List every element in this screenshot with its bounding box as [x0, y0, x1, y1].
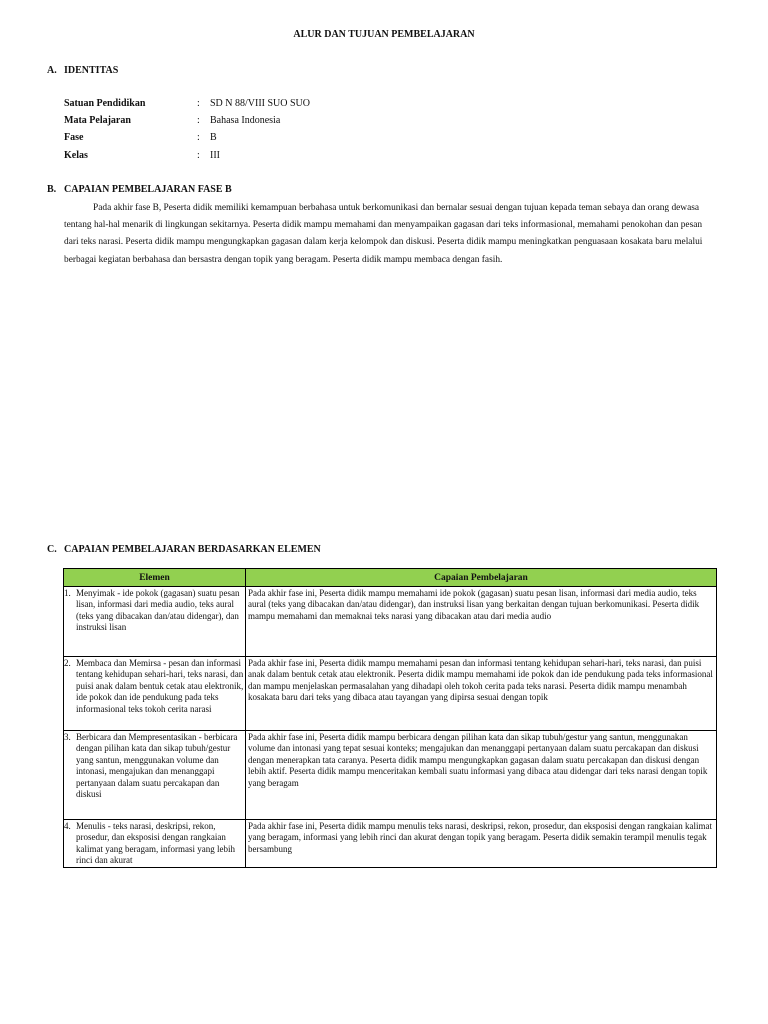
- section-c-title: CAPAIAN PEMBELAJARAN BERDASARKAN ELEMEN: [64, 544, 321, 555]
- section-c-heading: [47, 544, 321, 555]
- capaian-cell: Pada akhir fase ini, Peserta didik mampu menulis teks narasi, deskripsi, rekon, prosedur, dan eksposisi dengan rangkaian kalimat yang beragam, informasi yang lebih rinci dan akurat dengan topik yang beragam. Peserta didik semakin terampil menulis tegak bersambung: [246, 820, 717, 868]
- identity-colon: :: [197, 115, 200, 126]
- capaian-cell: Pada akhir fase ini, Peserta didik mampu memahami pesan dan informasi tentang kehidupan sehari-hari, teks narasi, dan puisi anak dalam bentuk cetak atau elektronik. Peserta didik mampu memahami ide pokok dan ide pendukung pada teks informasional dan mampu menjelaskan permasalahan yang dihadapi oleh tokoh cerita pada teks narasi. Peserta didik mampu menambah kosakata baru dari teks yang dibaca atau tayangan yang dipirsa sesuai dengan topik: [246, 657, 717, 731]
- identity-colon: :: [197, 150, 200, 161]
- identity-value: Bahasa Indonesia: [210, 115, 281, 126]
- row-number: 3.: [64, 732, 71, 742]
- table-row: [64, 820, 717, 868]
- capaian-elemen-table: [63, 568, 717, 868]
- identity-colon: :: [197, 98, 200, 109]
- elemen-cell: [64, 820, 246, 868]
- row-number: 1.: [64, 588, 71, 598]
- elemen-text: Menulis - teks narasi, deskripsi, rekon, prosedur, dan eksposisi dengan rangkaian kalimat yang beragam, informasi yang lebih rinci dan akurat: [76, 821, 235, 866]
- column-header-elemen: Elemen: [64, 569, 246, 587]
- elemen-cell: [64, 657, 246, 731]
- table-row: [64, 587, 717, 657]
- identity-label: Fase: [64, 132, 84, 143]
- capaian-cell: Pada akhir fase ini, Peserta didik mampu berbicara dengan pilihan kata dan sikap tubuh/gestur yang santun, menggunakan volume dan intonasi yang tepat sesuai konteks; mengajukan dan menanggapi pertanyaan dalam suatu percakapan dan diskusi dengan menerapkan tata caranya. Peserta didik mampu mengungkapkan gagasan dalam suatu percakapan dan diskusi dengan lebih aktif. Peserta didik mampu menceritakan kembali suatu informasi yang dibaca atau didengar dari teks narasi dengan topik yang beragam: [246, 731, 717, 820]
- section-c-letter: C.: [47, 544, 57, 555]
- section-a-heading: [47, 65, 118, 76]
- elemen-cell: [64, 587, 246, 657]
- identity-value: SD N 88/VIII SUO SUO: [210, 98, 311, 109]
- document-title: ALUR DAN TUJUAN PEMBELAJARAN: [293, 29, 475, 40]
- column-header-capaian: Capaian Pembelajaran: [246, 569, 717, 587]
- row-number: 2.: [64, 658, 71, 668]
- row-number: 4.: [64, 821, 71, 831]
- table-row: [64, 657, 717, 731]
- elemen-text: Berbicara dan Mempresentasikan - berbicara dengan pilihan kata dan sikap tubuh/gestur yang santun, menggunakan volume dan intonasi, mengajukan dan menanggapi pertanyaan dalam suatu percakapan dan diskusi: [76, 732, 238, 800]
- section-b-heading: [47, 184, 232, 195]
- identity-label: Kelas: [64, 150, 88, 161]
- table-row: [64, 731, 717, 820]
- identity-label: Mata Pelajaran: [64, 115, 131, 126]
- elemen-text: Menyimak - ide pokok (gagasan) suatu pesan lisan, informasi dari media audio, teks aural (teks yang dibacakan dan/atau didengar), dan instruksi lisan: [76, 588, 240, 633]
- identity-value: B: [210, 132, 217, 143]
- identity-label: Satuan Pendidikan: [64, 98, 146, 109]
- section-b-title: CAPAIAN PEMBELAJARAN FASE B: [64, 184, 232, 195]
- table-header-row: [64, 569, 717, 587]
- identity-value: III: [210, 150, 220, 161]
- elemen-text: Membaca dan Memirsa - pesan dan informasi tentang kehidupan sehari-hari, teks narasi, dan puisi anak dalam bentuk cetak atau elektronik, ide pokok dan ide pendukung pada teks informasional teks tokoh cerita narasi: [76, 658, 244, 714]
- section-a-title: IDENTITAS: [64, 65, 119, 76]
- capaian-fase-paragraph: Pada akhir fase B, Peserta didik memiliki kemampuan berbahasa untuk berkomunikasi dan bernalar sesuai dengan tujuan kepada teman sebaya dan orang dewasa tentang hal-hal menarik di lingkungan sekitarnya. Peserta didik mampu memahami dan menyampaikan gagasan dari teks informasional, memahami penokohan dan pesan dari teks narasi. Peserta didik mampu mengungkapkan gagasan dalam kerja kelompok dan diskusi. Peserta didik mampu meningkatkan penguasaan kosakata baru melalui berbagai kegiatan berbahasa dan bersastra dengan topik yang beragam. Peserta didik mampu membaca dengan fasih.: [64, 203, 703, 265]
- capaian-cell: Pada akhir fase ini, Peserta didik mampu memahami ide pokok (gagasan) suatu pesan lisan, informasi dari media audio, teks aural (teks yang dibacakan dan/atau didengar), dan instruksi lisan yang berkaitan dengan tujuan berkomunikasi. Peserta didik mampu memahami dan memaknai teks narasi yang dibacakan atau dari media audio: [246, 587, 717, 657]
- identity-colon: :: [197, 132, 200, 143]
- elemen-cell: [64, 731, 246, 820]
- section-a-letter: A.: [47, 65, 57, 76]
- section-b-letter: B.: [47, 184, 57, 195]
